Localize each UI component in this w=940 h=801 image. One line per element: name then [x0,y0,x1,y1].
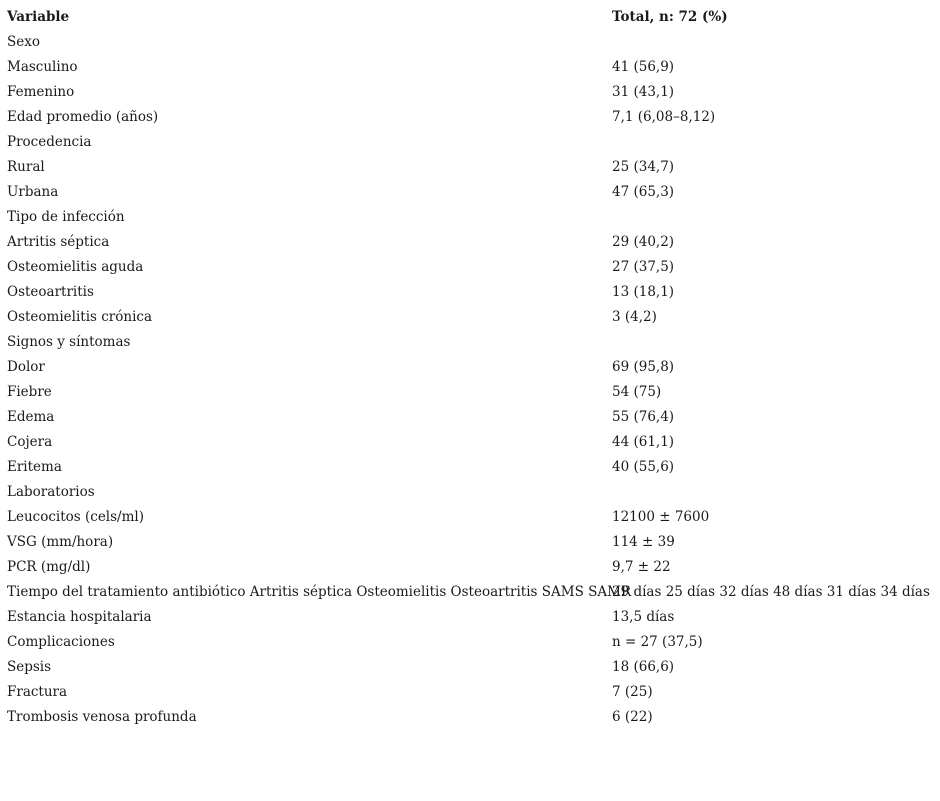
row-value: 9,7 ± 22 [612,559,671,575]
table-row [7,430,937,455]
row-label: VSG (mm/hora) [7,534,114,550]
row-value: 55 (76,4) [612,409,675,425]
row-value: 44 (61,1) [612,434,675,450]
row-value: 54 (75) [612,384,662,400]
table-header-row [7,5,937,30]
row-value: 114 ± 39 [612,534,675,550]
table-row [7,555,937,580]
row-label: Fiebre [7,384,52,400]
table-row [7,130,937,155]
row-value: 69 (95,8) [612,359,675,375]
table-row [7,605,937,630]
row-label: Leucocitos (cels/ml) [7,509,144,525]
row-label: Fractura [7,684,68,700]
row-value: 27 (37,5) [612,259,675,275]
row-value: 25 (34,7) [612,159,675,175]
row-label: Procedencia [7,134,92,150]
row-label: Edad promedio (años) [7,109,159,125]
row-label: Sexo [7,34,40,50]
row-label: Trombosis venosa profunda [7,709,197,725]
row-label: Tipo de infección [7,209,125,225]
row-value: 7 (25) [612,684,653,700]
row-value: 29 días 25 días 32 días 48 días 31 días 34 días [612,584,930,600]
table-row [7,530,937,555]
table-row [7,105,937,130]
row-value: 3 (4,2) [612,309,657,325]
table-row [7,230,937,255]
header-total: Total, n: 72 (%) [612,9,728,25]
table-row [7,655,937,680]
row-value: n = 27 (37,5) [612,634,703,650]
row-value: 18 (66,6) [612,659,675,675]
row-value: 40 (55,6) [612,459,675,475]
row-value: 13,5 días [612,609,675,625]
row-label: Sepsis [7,659,52,675]
row-label: Rural [7,159,45,175]
data-table [7,5,937,730]
table-row [7,330,937,355]
row-value: 12100 ± 7600 [612,509,710,525]
table-row [7,30,937,55]
table-row [7,455,937,480]
row-label: Tiempo del tratamiento antibiótico Artritis séptica Osteomielitis Osteoartritis SAMS SAMR [7,584,632,600]
row-label: Complicaciones [7,634,115,650]
row-label: PCR (mg/dl) [7,559,91,575]
row-value: 13 (18,1) [612,284,675,300]
row-label: Osteomielitis crónica [7,309,153,325]
row-label: Dolor [7,359,45,375]
row-value: 47 (65,3) [612,184,675,200]
table-row [7,680,937,705]
table-row [7,155,937,180]
row-label: Femenino [7,84,75,100]
row-value: 31 (43,1) [612,84,675,100]
table-body [7,30,937,730]
row-label: Artritis séptica [7,234,110,250]
table-row [7,80,937,105]
table-row [7,280,937,305]
table-row [7,255,937,280]
table-row [7,205,937,230]
row-value: 7,1 (6,08–8,12) [612,109,716,125]
row-value: 6 (22) [612,709,653,725]
row-label: Eritema [7,459,62,475]
table-row [7,580,937,605]
row-value: 41 (56,9) [612,59,675,75]
table-row [7,705,937,730]
row-label: Cojera [7,434,53,450]
row-label: Signos y síntomas [7,334,131,350]
table-row [7,405,937,430]
table-row [7,305,937,330]
table-row [7,355,937,380]
row-value: 29 (40,2) [612,234,675,250]
header-variable: Variable [7,9,70,25]
row-label: Estancia hospitalaria [7,609,152,625]
table-row [7,480,937,505]
table-row [7,505,937,530]
row-label: Edema [7,409,55,425]
row-label: Osteomielitis aguda [7,259,144,275]
table-row [7,380,937,405]
row-label: Osteoartritis [7,284,94,300]
row-label: Masculino [7,59,78,75]
table-row [7,55,937,80]
table-row [7,630,937,655]
row-label: Laboratorios [7,484,95,500]
table-row [7,180,937,205]
row-label: Urbana [7,184,59,200]
